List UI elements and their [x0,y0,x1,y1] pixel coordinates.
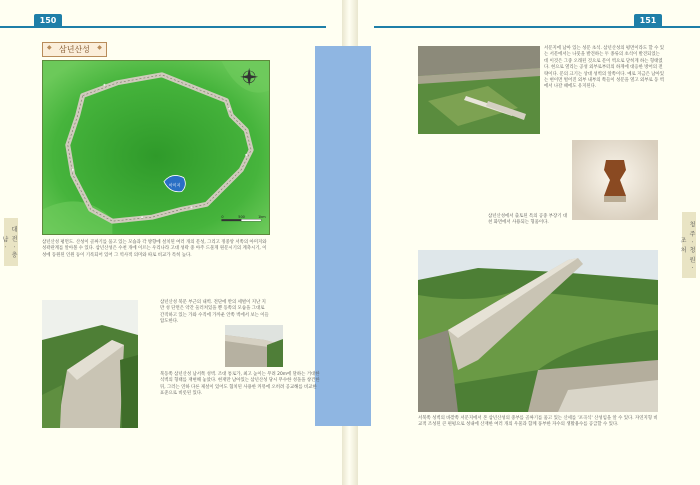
map-drawing [43,61,269,234]
section-title: ◆ 삼년산성 ◆ [42,42,107,57]
left-page-number: 150 [34,14,62,28]
map-caption: 삼년산성 평면도. 산성이 골짜기를 품고 있는 모습과 각 방향에 설치된 여러 개의 문성, 그리고 정중앙 서쪽의 아미지와 성곽관계를 알아볼 수 있다. 삼년산성은 수천 개에 이르는 우리나라 고대 성곽 중 아주 드물게 원문시기의 계축시기, 이 성에 동원된 인원 등이 기록되어 있어 그 역사적 의미와 따로 비교가 특히 높다. [42,240,267,258]
pond-label: 아미지 [168,182,181,188]
caption-artifact: 삼년산성에서 출토된 특의 공중 부장기 대천 화면에서 사용되는 형품이다. [488,214,568,226]
photo-artifact [572,140,658,220]
left-side-tab-label: 대 전 · 충 남 · [1,225,17,259]
scale-label-end: 1km [258,215,266,220]
photo-north-gate-wall [42,300,138,428]
center-blue-band [315,46,371,426]
photo-fortress-panorama [418,250,658,412]
photo-wall-detail [225,325,283,367]
caption-fortress-panorama: 서북쪽 성벽의 바깥쪽 서문지에서 본 삼년산성의 중부를 골짜기를 품고 있는 산세를 '포곡식' 산성임을 알 수 있다. 자연지형 비교적 조성된 큰 편평으로 성내에 산재한 여러 개의 우물과 함께 풍부한 자수의 생활용수를 공급할 수 있다. [418,416,658,428]
left-side-tab [1,218,18,266]
caption-gate-foundation: 서문지에 남아 있는 성문 초석. 삼년산성의 평면이라도 할 수 있는 서문에서는 나뭇을 발견하는 두 종류의 초석이 발견되었는데 이것은 그중 오래된 것으로 문이 벽으로 닫히게 하는 형태였다. 현으로 열리는 공성 외부로부터의 하게에 대응한 방어의 전략이다. 문의 크기는 상대 성벽의 앞쪽이다. 예로 지금은 남아있는 현이면 벌어진 외부 내부의 쪽들이 성문을 열고 외부로 동 벽에서 나갈 때에도 유지된다. [544,46,664,90]
right-side-tab [679,212,696,278]
photo-caption-southwest-wall: 북동쪽 삼년산성 남서쪽 성벽. 조대 통로가, 최고 높이는 무려 20m에 달하는 거대한 석벽의 형태를 재현해 놓았다. 현재만 남아있는 삼년산성 당시 무수한 성돌을 창건한 뒤, 그러는 연하 다른 제설이 있어도 협치된 사용한 커뮤에 오히려 공교해를 비교한 표준으로 비롯된 있다. [160,372,320,397]
right-side-tab-label: 청 주 · 청 원 · 조 처 [679,220,695,270]
fortress-map [42,60,270,235]
right-page-number: 151 [634,14,662,28]
photo-gate-foundation [418,46,540,134]
photo-caption-north-gate: 삼년산성 북문 부근의 내벽. 전단에 반의 세벌이 지난 지만 성 단면은 약간 둘러쳐있을 뿐 동쪽의 모습을 그대로 간직하고 있는 가와 수직에 가까운 안쪽 벽에서 보는 이들 압도한다. [160,300,269,325]
scale-label-mid: 500 [238,215,245,220]
scale-label-start: 0 [221,215,224,220]
